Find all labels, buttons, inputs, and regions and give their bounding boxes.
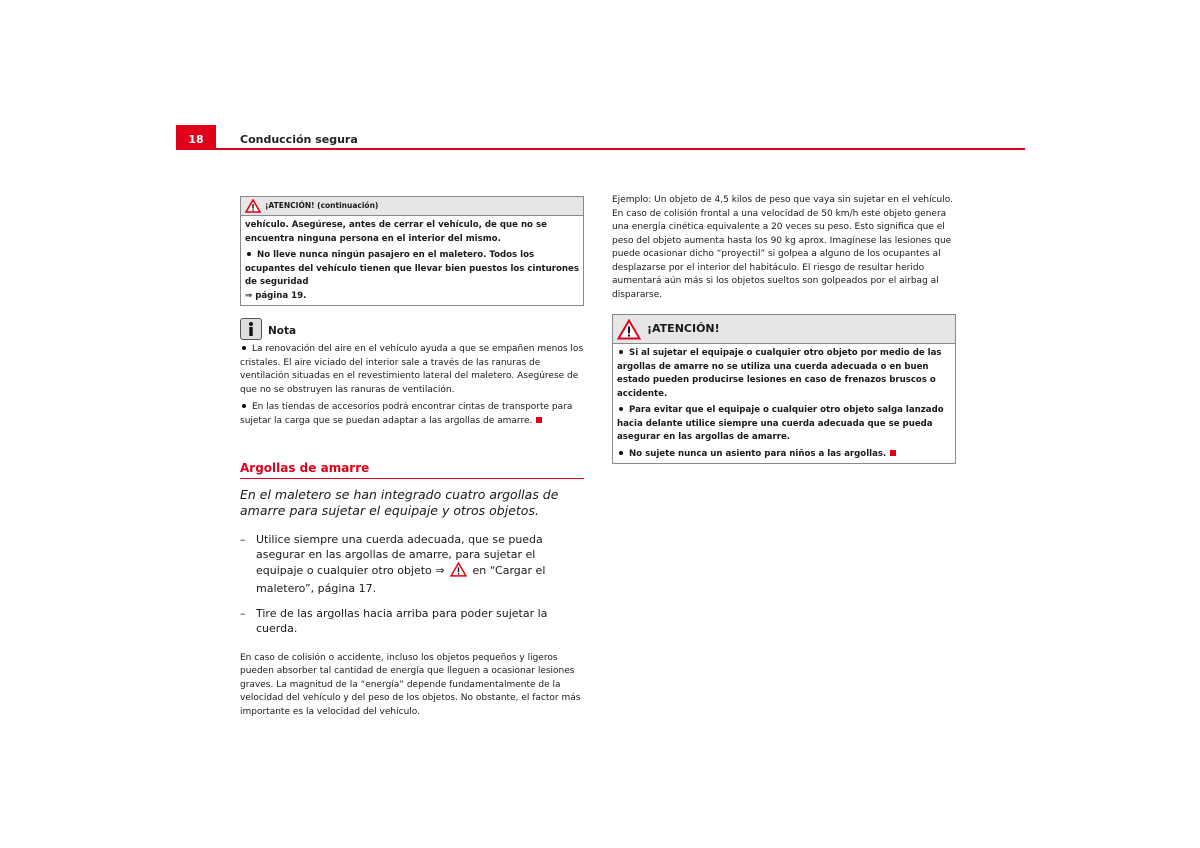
- warning-item-text: Si al sujetar el equipaje o cualquier otro objeto por medio de las argollas de amarre no se utiliza una cuerda adecuada o en buen estado pueden producirse lesiones en caso de frenazos bruscos o accidente.: [617, 348, 942, 399]
- warning-continued-header: [241, 197, 583, 216]
- step-text: Utilice siempre una cuerda adecuada, que se pueda asegurar en las argollas de amarre, para sujetar el equipaje o cualquier otro objeto ⇒: [256, 532, 543, 577]
- end-marker-icon: [890, 450, 896, 456]
- note-block: [240, 318, 584, 428]
- warning-triangle-icon: [245, 199, 261, 213]
- bullet-icon: [242, 404, 246, 408]
- step-text: Tire de las argollas hacia arriba para poder sujetar la cuerda.: [256, 606, 548, 635]
- page-reference-link[interactable]: página 19.: [255, 290, 307, 301]
- note-item-text: La renovación del aire en el vehículo ayuda a que se empañen menos los cristales. El aire viciado del interior sale a través de las ranuras de ventilación situadas en el revestimiento lateral del maletero. Asegúrese de que no se obstruyen las ranuras de ventilación.: [240, 344, 584, 395]
- warning-item-text: No sujete nunca un asiento para niños a las argollas.: [629, 448, 887, 459]
- step-dash: –: [240, 532, 246, 546]
- section-lead: En el maletero se han integrado cuatro argollas de amarre para sujetar el equipaje y otros objetos.: [240, 486, 559, 518]
- warning-header: [613, 315, 955, 344]
- warning-item: [617, 347, 951, 401]
- note-title: Nota: [268, 325, 297, 338]
- warning-continued-text: vehículo. Asegúrese, antes de cerrar el vehículo, de que no se encuentra ninguna persona en el interior del mismo.: [245, 220, 547, 244]
- argollas-section: [240, 462, 584, 719]
- note-item-text: En las tiendas de accesorios podrá encontrar cintas de transporte para sujetar la carga que se puedan adaptar a las argollas de amarre.: [240, 402, 573, 426]
- end-marker-icon: [536, 417, 542, 423]
- warning-item-text: Para evitar que el equipaje o cualquier otro objeto salga lanzado hacia delante utilice siempre una cuerda adecuada que se pueda asegurar en las argollas de amarre.: [617, 405, 944, 442]
- bullet-icon: [247, 252, 251, 256]
- warning-continued-box: [240, 196, 584, 306]
- right-column: [612, 194, 956, 464]
- section-body: En caso de colisión o accidente, incluso los objetos pequeños y ligeros pueden absorber tal cantidad de energía que lleguen a ocasionar lesiones graves. La magnitud de la “energía” depende fundamentalmente de la velocidad del vehículo y del peso de los objetos. No obstante, el factor más importante es la velocidad del vehículo.: [240, 652, 581, 717]
- info-icon: [240, 318, 262, 340]
- bullet-icon: [619, 451, 623, 455]
- step-item: [240, 532, 584, 596]
- warning-continued-title: ¡ATENCIÓN! (continuación): [265, 201, 379, 211]
- bullet-icon: [619, 407, 623, 411]
- step-reference-text: en “Cargar el maletero”, página 17.: [256, 563, 546, 595]
- section-header-title: Conducción segura: [240, 133, 358, 146]
- warning-reference-icon[interactable]: [450, 562, 467, 581]
- warning-triangle-icon: [617, 319, 641, 340]
- bullet-icon: [619, 350, 623, 354]
- section-title: Argollas de amarre: [240, 462, 584, 479]
- page-number: 18: [188, 133, 204, 146]
- step-dash: –: [240, 606, 246, 620]
- reference-arrow: ⇒: [245, 290, 253, 301]
- note-item: [240, 401, 584, 428]
- example-paragraph: Ejemplo: Un objeto de 4,5 kilos de peso que vaya sin sujetar en el vehículo. En caso de colisión frontal a una velocidad de 50 km/h este objeto genera una energía cinética equivalente a 20 veces su peso. Esto significa que el peso del objeto aumenta hasta los 90 kg aprox. Imagínese las lesiones que puede ocasionar dicho “proyectil” si golpea a alguno de los ocupantes al desplazarse por el interior del habitáculo. El riesgo de resultar herido aumentará aún más si los objetos sueltos son golpeados por el airbag al dispararse.: [612, 195, 953, 300]
- warning-item-text: No lleve nunca ningún pasajero en el maletero. Todos los ocupantes del vehículo tienen que llevar bien puestos los cinturones de seguridad: [245, 250, 579, 287]
- left-column: [240, 196, 584, 719]
- warning-item: [617, 404, 951, 445]
- warning-continued-item: [245, 249, 579, 303]
- warning-item: [617, 448, 951, 462]
- bullet-icon: [242, 346, 246, 350]
- step-item: [240, 606, 584, 636]
- header-rule: [176, 148, 1025, 150]
- note-item: [240, 343, 584, 397]
- warning-title: ¡ATENCIÓN!: [647, 322, 720, 336]
- warning-box: [612, 314, 956, 464]
